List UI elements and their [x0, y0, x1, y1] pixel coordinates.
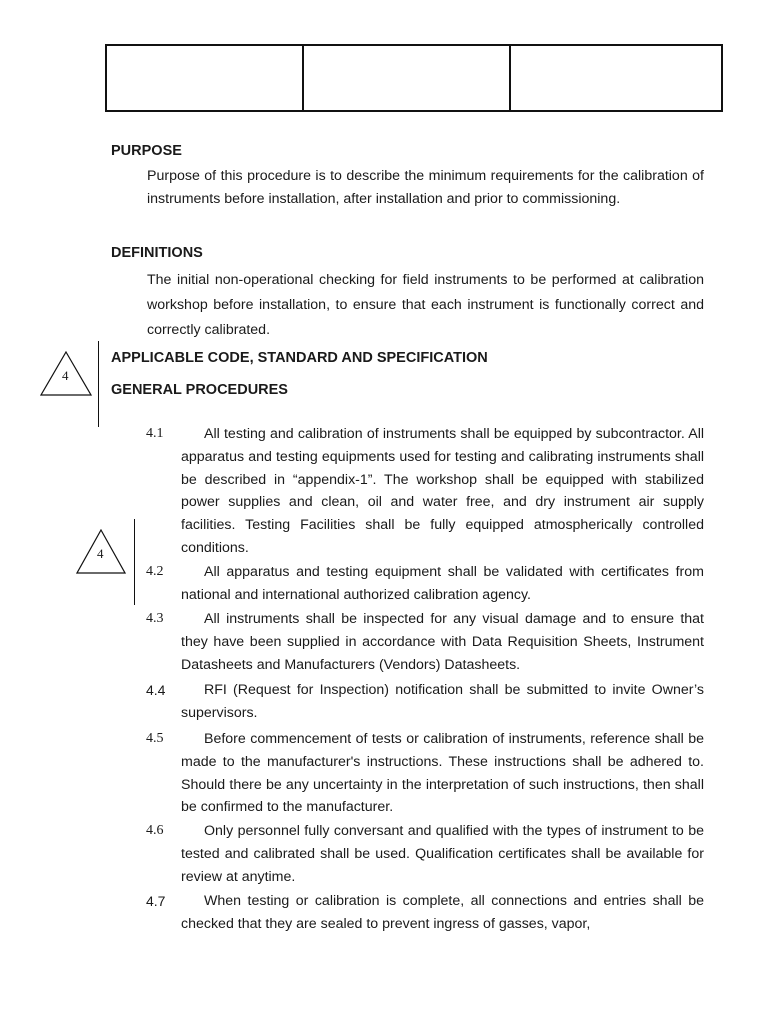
list-item: [146, 679, 704, 725]
revision-bar: [134, 519, 135, 605]
item-number: 4.5: [146, 731, 164, 746]
list-item: [146, 728, 704, 819]
item-text: All testing and calibration of instruments shall be equipped by subcontractor. All apparatus and testing equipments used for testing and calibrating instruments shall be described in “appendix-1”. The workshop shall be equipped with stabilized power supplies and clean, oil and water free, and dry instrument air supply facilities. Testing Facilities shall be fully equipped atmospherically controlled conditions.: [181, 426, 704, 556]
list-item: [146, 820, 704, 888]
header-cell-2: [304, 46, 511, 110]
item-number: 4.3: [146, 611, 164, 626]
definitions-text: The initial non-operational checking for field instruments to be performed at calibration workshop before installation, to ensure that each instrument is functionally correct and correctly calibrated.: [147, 272, 704, 338]
item-number: 4.7: [146, 893, 166, 909]
purpose-text: Purpose of this procedure is to describe the minimum requirements for the calibration of instruments before installation, after installation and prior to commissioning.: [147, 168, 704, 207]
header-cell-1: [107, 46, 304, 110]
definitions-heading: DEFINITIONS: [111, 245, 203, 261]
revision-number: 4: [62, 368, 69, 383]
list-item: [146, 608, 704, 676]
item-text: RFI (Request for Inspection) notification shall be submitted to invite Owner’s supervisors.: [181, 682, 704, 721]
item-number: 4.2: [146, 564, 164, 579]
revision-number: 4: [97, 546, 104, 561]
item-number: 4.4: [146, 682, 166, 698]
list-item: [146, 890, 704, 936]
item-text: When testing or calibration is complete, all connections and entries shall be checked that they are sealed to prevent ingress of gasses, vapor,: [181, 893, 704, 932]
list-item: [146, 423, 704, 560]
revision-bar: [98, 341, 99, 427]
item-number: 4.6: [146, 823, 164, 838]
header-cell-3: [511, 46, 721, 110]
general-heading: GENERAL PROCEDURES: [111, 382, 288, 398]
item-text: All apparatus and testing equipment shall be validated with certificates from national and international authorized calibration agency.: [181, 564, 704, 603]
item-text: Before commencement of tests or calibration of instruments, reference shall be made to the manufacturer's instructions. These instructions shall be adhered to. Should there be any uncertainty in the interpretation of such instructions, then shall be confirmed to the manufacturer.: [181, 731, 704, 816]
purpose-heading: PURPOSE: [111, 143, 182, 159]
list-item: [146, 561, 704, 607]
applicable-heading: APPLICABLE CODE, STANDARD AND SPECIFICATION: [111, 350, 488, 366]
item-text: Only personnel fully conversant and qualified with the types of instrument to be tested and calibrated shall be used. Qualification certificates shall be available for review at anytime.: [181, 823, 704, 885]
item-text: All instruments shall be inspected for any visual damage and to ensure that they have been supplied in accordance with Data Requisition Sheets, Instrument Datasheets and Manufacturers (Vendors) Datasheets.: [181, 611, 704, 673]
header-table: [105, 44, 723, 112]
item-number: 4.1: [146, 426, 164, 441]
